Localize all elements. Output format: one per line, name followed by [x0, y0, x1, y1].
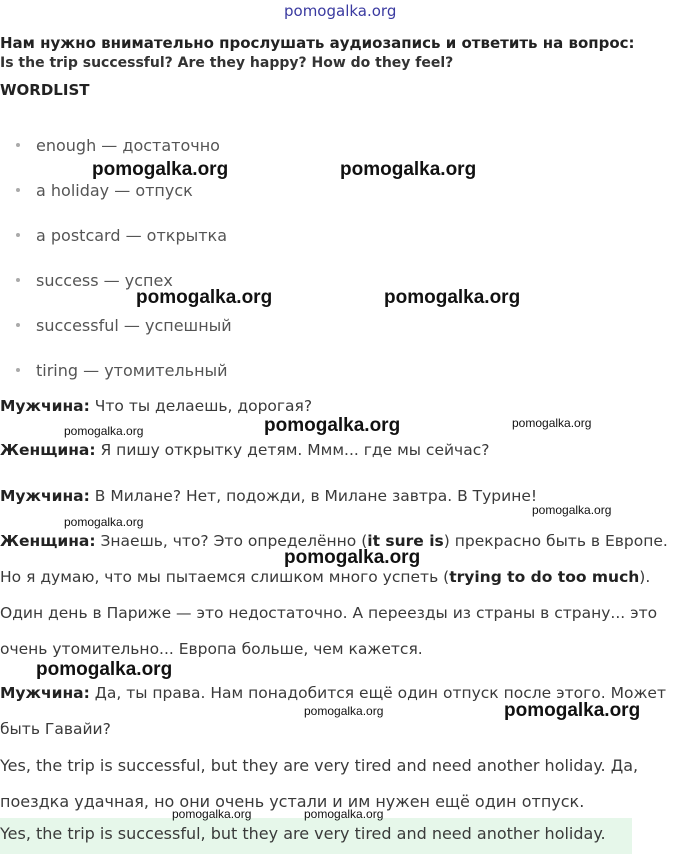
- watermark: pomogalka.org: [284, 547, 421, 568]
- answer-line: Yes, the trip is successful, but they are very tired and need another holiday. Да,: [0, 756, 639, 775]
- wordlist-heading: WORDLIST: [0, 81, 90, 99]
- watermark: pomogalka.org: [172, 807, 252, 821]
- bullet-icon: [16, 368, 20, 372]
- watermark: pomogalka.org: [384, 287, 521, 308]
- dialogue-line: Женщина: Я пишу открытку детям. Ммм... где мы сейчас?: [0, 441, 490, 459]
- watermark: pomogalka.org: [264, 415, 401, 436]
- dialogue-line: Мужчина: Что ты делаешь, дорогая?: [0, 397, 313, 415]
- wordlist-item: successful — успешный: [16, 316, 232, 335]
- wordlist-item: a holiday — отпуск: [16, 181, 193, 200]
- speaker-label: Женщина:: [0, 532, 96, 550]
- watermark-top: pomogalka.org: [284, 2, 397, 20]
- phrase-highlight: it sure is: [367, 532, 444, 550]
- wordlist-item: success — успех: [16, 271, 173, 290]
- watermark: pomogalka.org: [532, 503, 612, 517]
- watermark: pomogalka.org: [304, 807, 384, 821]
- dialogue-line: Мужчина: Да, ты права. Нам понадобится ещё один отпуск после этого. Может: [0, 684, 666, 702]
- bullet-icon: [16, 143, 20, 147]
- wordlist-item: enough — достаточно: [16, 136, 220, 155]
- bullet-icon: [16, 323, 20, 327]
- dialogue-line: быть Гавайи?: [0, 720, 111, 738]
- speaker-label: Мужчина:: [0, 397, 90, 415]
- watermark: pomogalka.org: [64, 515, 144, 529]
- dialogue-line: Но я думаю, что мы пытаемся слишком много успеть (trying to do too much).: [0, 568, 651, 586]
- dialogue-line: Один день в Париже — это недостаточно. А переезды из страны в страну... это: [0, 604, 658, 622]
- speaker-label: Мужчина:: [0, 487, 90, 505]
- speaker-label: Мужчина:: [0, 684, 90, 702]
- watermark: pomogalka.org: [36, 659, 173, 680]
- speaker-label: Женщина:: [0, 441, 96, 459]
- phrase-highlight: trying to do too much: [449, 568, 640, 586]
- dialogue-line: Мужчина: В Милане? Нет, подожди, в Милане завтра. В Турине!: [0, 487, 538, 505]
- task-instruction: Нам нужно внимательно прослушать аудиозапись и ответить на вопрос:: [0, 34, 635, 52]
- bullet-icon: [16, 188, 20, 192]
- watermark: pomogalka.org: [304, 704, 384, 718]
- watermark: pomogalka.org: [512, 416, 592, 430]
- answer-line: поездка удачная, но они очень устали и им нужен ещё один отпуск.: [0, 792, 585, 811]
- dialogue-line: Женщина: Знаешь, что? Это определённо (it sure is) прекрасно быть в Европе.: [0, 532, 668, 550]
- wordlist-item: a postcard — открытка: [16, 226, 227, 245]
- final-answer: Yes, the trip is successful, but they are very tired and need another holiday.: [0, 824, 606, 843]
- cut-off-question: Is the trip successful? Are they happy? How do they feel?: [0, 55, 454, 71]
- watermark: pomogalka.org: [136, 287, 273, 308]
- bullet-icon: [16, 278, 20, 282]
- watermark: pomogalka.org: [340, 159, 477, 180]
- bullet-icon: [16, 233, 20, 237]
- watermark: pomogalka.org: [92, 159, 229, 180]
- dialogue-line: очень утомительно... Европа больше, чем кажется.: [0, 640, 423, 658]
- watermark: pomogalka.org: [504, 700, 641, 721]
- wordlist-item: tiring — утомительный: [16, 361, 228, 380]
- watermark: pomogalka.org: [64, 424, 144, 438]
